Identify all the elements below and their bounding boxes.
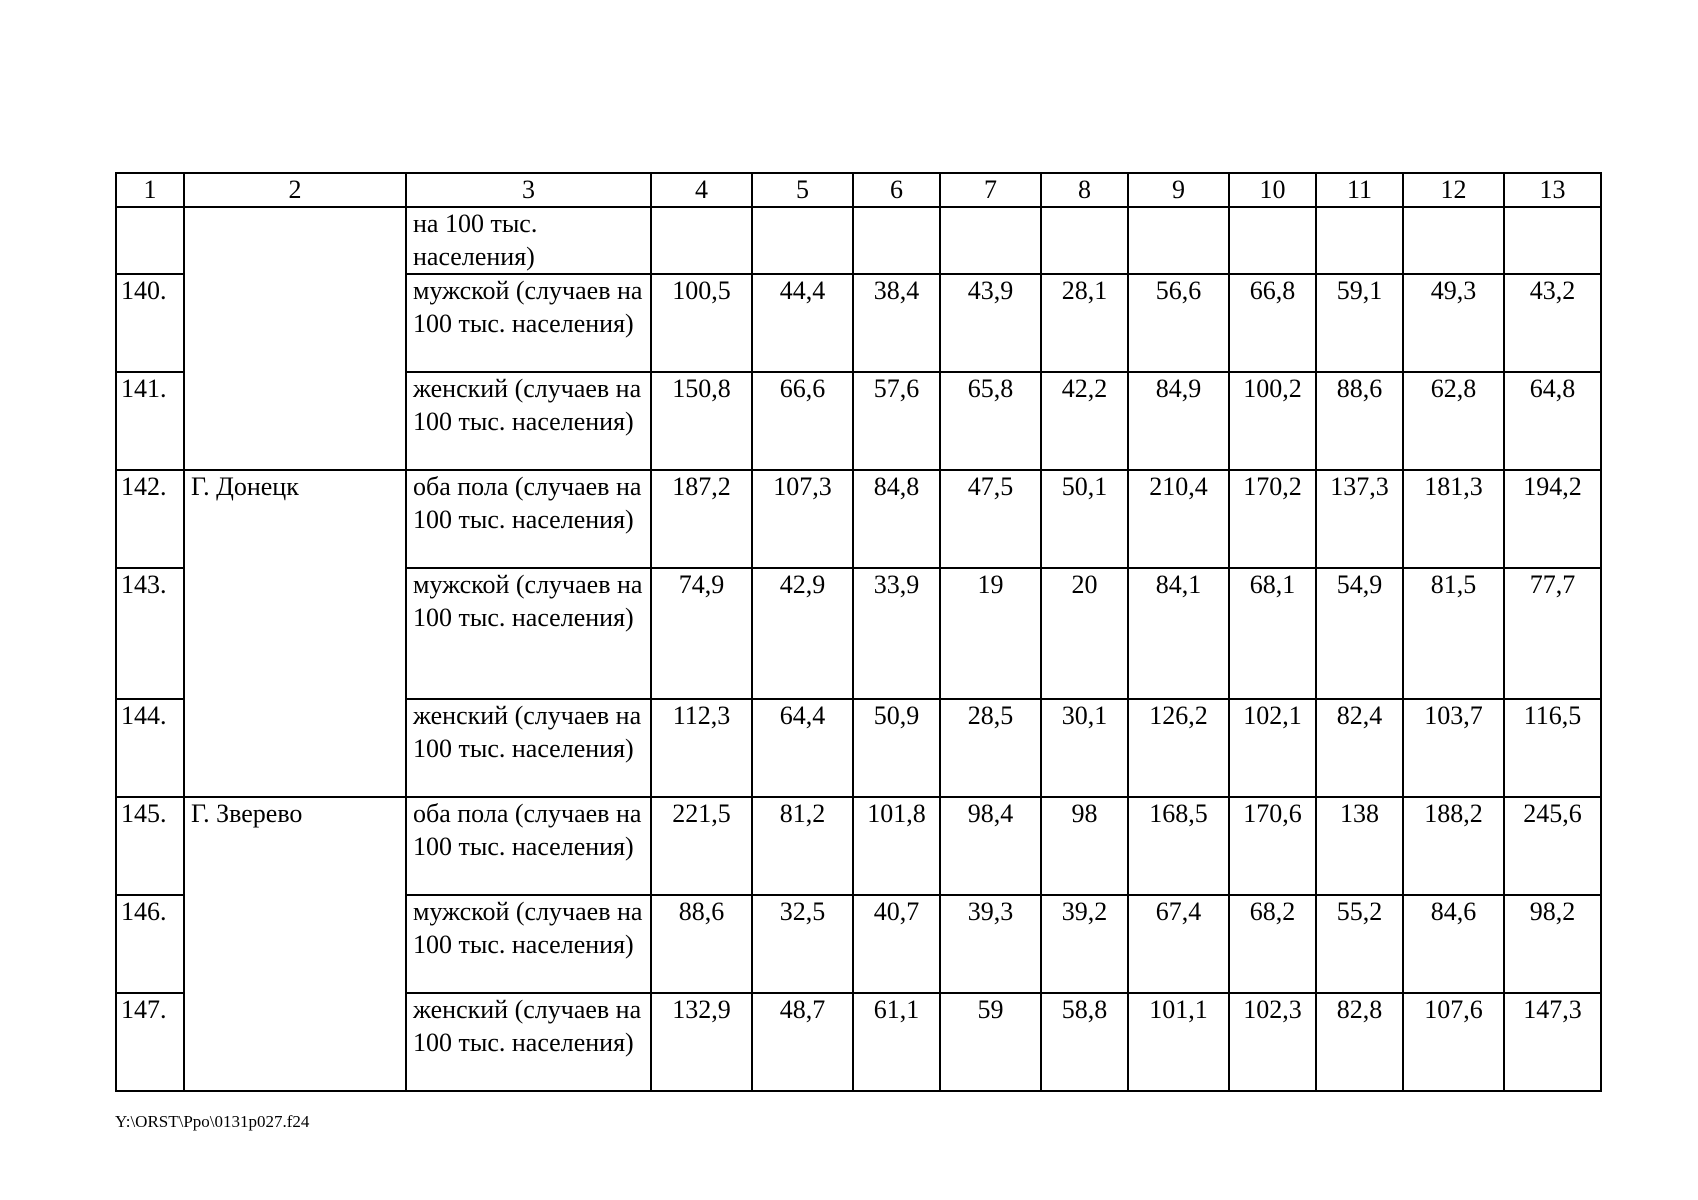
value-cell — [1229, 207, 1316, 274]
value-cell: 44,4 — [752, 274, 853, 372]
value-cell: 98 — [1041, 797, 1128, 895]
city-name: Г. Донецк — [184, 470, 406, 797]
table-row — [116, 470, 1601, 568]
value-cell: 147,3 — [1504, 993, 1601, 1091]
value-cell: 102,1 — [1229, 699, 1316, 797]
col-header: 8 — [1041, 173, 1128, 207]
value-cell: 98,4 — [940, 797, 1041, 895]
value-cell: 50,1 — [1041, 470, 1128, 568]
row-description: мужской (случаев на 100 тыс. населения) — [406, 895, 651, 993]
value-cell: 210,4 — [1128, 470, 1229, 568]
col-header: 7 — [940, 173, 1041, 207]
value-cell: 68,2 — [1229, 895, 1316, 993]
value-cell: 28,5 — [940, 699, 1041, 797]
value-cell: 55,2 — [1316, 895, 1403, 993]
value-cell: 126,2 — [1128, 699, 1229, 797]
value-cell — [853, 207, 940, 274]
value-cell: 42,9 — [752, 568, 853, 699]
col-header: 5 — [752, 173, 853, 207]
col-header: 4 — [651, 173, 752, 207]
value-cell: 107,6 — [1403, 993, 1504, 1091]
value-cell: 107,3 — [752, 470, 853, 568]
value-cell: 101,8 — [853, 797, 940, 895]
value-cell: 64,8 — [1504, 372, 1601, 470]
value-cell: 62,8 — [1403, 372, 1504, 470]
value-cell: 20 — [1041, 568, 1128, 699]
value-cell: 100,2 — [1229, 372, 1316, 470]
value-cell: 221,5 — [651, 797, 752, 895]
value-cell: 39,3 — [940, 895, 1041, 993]
value-cell — [1403, 207, 1504, 274]
value-cell — [1128, 207, 1229, 274]
col-header: 10 — [1229, 173, 1316, 207]
value-cell: 138 — [1316, 797, 1403, 895]
value-cell: 33,9 — [853, 568, 940, 699]
value-cell: 84,1 — [1128, 568, 1229, 699]
table-row — [116, 207, 1601, 274]
row-description: женский (случаев на 100 тыс. населения) — [406, 993, 651, 1091]
value-cell: 181,3 — [1403, 470, 1504, 568]
city-cell — [184, 207, 406, 470]
row-number: 146. — [116, 895, 184, 993]
row-number: 144. — [116, 699, 184, 797]
value-cell: 48,7 — [752, 993, 853, 1091]
value-cell: 30,1 — [1041, 699, 1128, 797]
value-cell: 66,6 — [752, 372, 853, 470]
value-cell: 58,8 — [1041, 993, 1128, 1091]
value-cell: 100,5 — [651, 274, 752, 372]
value-cell: 101,1 — [1128, 993, 1229, 1091]
value-cell: 168,5 — [1128, 797, 1229, 895]
value-cell: 28,1 — [1041, 274, 1128, 372]
value-cell: 43,9 — [940, 274, 1041, 372]
row-number: 141. — [116, 372, 184, 470]
value-cell: 170,2 — [1229, 470, 1316, 568]
row-description: оба пола (случаев на 100 тыс. населения) — [406, 470, 651, 568]
row-description: мужской (случаев на 100 тыс. населения) — [406, 274, 651, 372]
value-cell: 81,2 — [752, 797, 853, 895]
col-header: 2 — [184, 173, 406, 207]
col-header: 12 — [1403, 173, 1504, 207]
value-cell: 84,9 — [1128, 372, 1229, 470]
value-cell: 50,9 — [853, 699, 940, 797]
col-header: 13 — [1504, 173, 1601, 207]
value-cell: 88,6 — [651, 895, 752, 993]
value-cell: 49,3 — [1403, 274, 1504, 372]
value-cell: 47,5 — [940, 470, 1041, 568]
row-description: оба пола (случаев на 100 тыс. населения) — [406, 797, 651, 895]
value-cell: 64,4 — [752, 699, 853, 797]
col-header: 6 — [853, 173, 940, 207]
value-cell: 82,8 — [1316, 993, 1403, 1091]
row-description: на 100 тыс. населения) — [406, 207, 651, 274]
city-name: Г. Зверево — [184, 797, 406, 1091]
row-number: 142. — [116, 470, 184, 568]
value-cell: 32,5 — [752, 895, 853, 993]
value-cell: 38,4 — [853, 274, 940, 372]
value-cell: 39,2 — [1041, 895, 1128, 993]
row-description: мужской (случаев на 100 тыс. населения) — [406, 568, 651, 699]
row-description: женский (случаев на 100 тыс. населения) — [406, 699, 651, 797]
value-cell: 77,7 — [1504, 568, 1601, 699]
value-cell: 245,6 — [1504, 797, 1601, 895]
value-cell: 112,3 — [651, 699, 752, 797]
value-cell: 59,1 — [1316, 274, 1403, 372]
data-table — [115, 172, 1602, 1092]
value-cell: 98,2 — [1504, 895, 1601, 993]
value-cell — [1316, 207, 1403, 274]
value-cell: 81,5 — [1403, 568, 1504, 699]
value-cell: 56,6 — [1128, 274, 1229, 372]
value-cell: 188,2 — [1403, 797, 1504, 895]
row-number-cell — [116, 207, 184, 274]
table-row — [116, 797, 1601, 895]
row-number: 145. — [116, 797, 184, 895]
col-header: 11 — [1316, 173, 1403, 207]
value-cell: 88,6 — [1316, 372, 1403, 470]
col-header: 3 — [406, 173, 651, 207]
col-header: 9 — [1128, 173, 1229, 207]
value-cell — [651, 207, 752, 274]
value-cell: 57,6 — [853, 372, 940, 470]
value-cell: 59 — [940, 993, 1041, 1091]
value-cell: 116,5 — [1504, 699, 1601, 797]
value-cell: 43,2 — [1504, 274, 1601, 372]
value-cell: 66,8 — [1229, 274, 1316, 372]
row-number: 147. — [116, 993, 184, 1091]
value-cell: 103,7 — [1403, 699, 1504, 797]
value-cell: 19 — [940, 568, 1041, 699]
value-cell: 54,9 — [1316, 568, 1403, 699]
row-number: 140. — [116, 274, 184, 372]
value-cell: 40,7 — [853, 895, 940, 993]
value-cell: 61,1 — [853, 993, 940, 1091]
value-cell: 67,4 — [1128, 895, 1229, 993]
value-cell: 84,6 — [1403, 895, 1504, 993]
col-header: 1 — [116, 173, 184, 207]
header-row — [116, 173, 1601, 207]
value-cell: 102,3 — [1229, 993, 1316, 1091]
value-cell: 187,2 — [651, 470, 752, 568]
value-cell: 65,8 — [940, 372, 1041, 470]
footer-file-path: Y:\ORST\Ppo\0131p027.f24 — [115, 1112, 310, 1131]
value-cell: 194,2 — [1504, 470, 1601, 568]
row-number: 143. — [116, 568, 184, 699]
value-cell — [752, 207, 853, 274]
value-cell: 82,4 — [1316, 699, 1403, 797]
value-cell: 132,9 — [651, 993, 752, 1091]
value-cell: 137,3 — [1316, 470, 1403, 568]
value-cell — [1504, 207, 1601, 274]
value-cell: 84,8 — [853, 470, 940, 568]
value-cell: 170,6 — [1229, 797, 1316, 895]
value-cell: 74,9 — [651, 568, 752, 699]
value-cell — [940, 207, 1041, 274]
value-cell: 150,8 — [651, 372, 752, 470]
row-description: женский (случаев на 100 тыс. населения) — [406, 372, 651, 470]
value-cell — [1041, 207, 1128, 274]
value-cell: 68,1 — [1229, 568, 1316, 699]
value-cell: 42,2 — [1041, 372, 1128, 470]
